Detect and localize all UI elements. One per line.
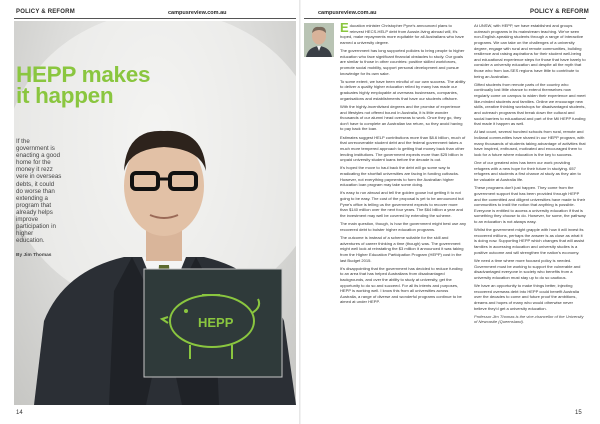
column2-paragraph-8: We have an opportunity to make things better, injecting recovered overseas debt into HEPP could benefit Australia over the decades to come and future proof the ambitions, dreams and hopes of many who would otherwise never believe they'd get a university education. xyxy=(474,283,579,311)
column1-paragraph-10: It's disappointing that the government has decided to reduce funding to an area that has helped Australians from disadvantaged backgrounds, and over the ability to study at university, get the opportunity to do so and succeed. For all its intents and purposes, HEPP is working well. I know this from all universities across Australia, a range of diverse and wonderful programs continue to be aimed at under HEPP. xyxy=(340,265,463,305)
column2-paragraph-6: Whilst the government might grapple with how it will invest its recovered millions, perhaps the answer is as close as what it is doing now. Supporting HEPP which changes that will assist families in accessing education and university studies is a positive outcome and will strengthen the nation's economy. xyxy=(474,227,585,255)
column2-paragraph-5: These programs don't just happen. They come from the government support that has been provided through HEPP and the committed and diligent universities have made to their communities to instil the notion that anything is possible. Everyone is entitled to access a university education if that is something they choose to do. However, for some, the pathway to an education is not always easy. xyxy=(474,185,586,224)
article-headline xyxy=(16,64,150,106)
article-intro: If the government is enacting a good home for the money it rezz vere in overseas debts, it could do worse than extending a program that already helps improve participation in higher education. xyxy=(16,138,62,245)
right-section-label: POLICY & REFORM xyxy=(530,9,589,15)
column2-paragraph-1: At UNSW, with HEPP, we have established and groups outreach programs in its mainstream teaching. We've seen non-English-speaking students through a range of interactive programs. We can take on the challenges of a university degree, engage with rural and remote communities, building resilience and raising aspirations for their student well-being and educational experience steps for those that have barely to consider a university education and despite all the myth that those who from low-SES regions have little to contribute to being an Australian. xyxy=(474,23,586,79)
article-byline: By Jim Thomas xyxy=(16,253,52,258)
right-page-number: 15 xyxy=(575,410,582,416)
left-page-number: 14 xyxy=(16,410,23,416)
column1-paragraph-1: Education minister Christopher Pyne's announced plans to reinvest HECS-HELP debt from Aussie-living abroad will, it's hoped, make repayments more equitable for all Australians who have earned a university degree. xyxy=(340,20,464,45)
right-site-url[interactable]: campusreview.com.au xyxy=(318,10,377,16)
author-bio: Professor Jim Thomas is the vice-chancellor of the University of Newcastle (Queensland). xyxy=(474,313,584,325)
column1-paragraph-8: The main question, though, is how the government might best use any recovered debt to bolster higher education programs. xyxy=(340,221,466,232)
author-portrait xyxy=(304,23,334,57)
column1-paragraph-5: Estimates suggest HELP contributions more than $8.6 billion, much of that unrecoverable student debt and the federal government takes a much more tempered approach to getting that money back than other lending institutions. The government expects more than $25 billion in unpaid university student loans before the decade is out. xyxy=(340,134,466,163)
column2-paragraph-7: We need a time where more focused policy is needed. Government must be working to support the vulnerable and disadvantaged everyone in society who benefits from a university education must stay up to do so cautious. xyxy=(474,257,581,280)
column1-paragraph-2: The government has long supported policies to bring people to higher education who face significant financial obstacles to study. Our goals are similar to those in other countries: positive skilled workforces, promote social mobility, support personal development and pursue knowledge for its own sake. xyxy=(340,48,465,76)
column1-paragraph-9: The outcome is instead of a scheme suitable for the skill and adventures of career thinking a time (though) was. The government might well look at reinstating the $3 million it announced it was taking from the Higher Education Participation Program (HEPP) cost in the last Budget 2015. xyxy=(340,235,464,263)
headline-line-1: HEPP makes xyxy=(16,62,151,87)
left-site-url[interactable]: campusreview.com.au xyxy=(168,10,227,16)
page-gutter xyxy=(299,0,301,424)
column1-paragraph-4: With the highly-incentivised degrees and the promise of experience and lifestyles not offered bound in Australia, it is little wonder thousands of our alumni head overseas to work. Once they go, they don't have to complete an Australian tax return, so they avoid having to pay back the loan. xyxy=(340,103,463,132)
column2-paragraph-2: Gifted students from remote parts of the country who continually lost little chance to extend themselves now regularly come on campus to widen their experience and meet like-minded students and families. Online we encourage new skills, creative thinking workshops for disadvantaged students, and outreach programs that break down the cultural and social barriers to educational and part of the Mil HEPP funding that made it happen as well. xyxy=(474,81,586,127)
column1-paragraph-6: It's hoped the move to haul back the debt will go some way to eradicating the shortfall universities are facing in funding cutbacks. However, not everything payments to form the Australian higher education loan program may take some doing. xyxy=(340,165,459,188)
left-section-label: POLICY & REFORM xyxy=(16,9,75,15)
column1-paragraph-7: It's easy to run abroad and tell the golden goose but getting it to not going to be easy. The cost of the proposal is yet to be announced but Pyne's office is telling us the government expects to recover more than $140 million over the next four years. The $64 billion a year and the investment may well be covered by extending the scheme. xyxy=(340,190,464,218)
right-header-rule xyxy=(304,18,586,19)
headline-line-2: it happen xyxy=(16,83,114,108)
column1-paragraph-3: To some extent, we have been mindful of our own success. The ability to deliver a quality higher education relied by many has made our graduates highly employable at overseas businesses, companies, organisations and establishments that have our students offshore. xyxy=(340,78,466,101)
piggy-bank-label: HEPP xyxy=(198,315,234,330)
column2-paragraph-3: At last count, several hundred schools from rural, remote and Indianal communities have shared in our HEPP program, with many thousands of students taking advantage of activities that have inspired, enthused, motivated and encouraged them to look for a future where education is the key to success. xyxy=(474,129,586,157)
article-column-1 xyxy=(340,20,466,308)
article-column-2 xyxy=(474,23,586,328)
column2-paragraph-4: One of our greatest wins has been our work providing refugees with a new hope for their future in studying. 657 refugees and students a first chance at study as they aim to be valuable at Australia life. xyxy=(474,160,581,183)
left-header-rule xyxy=(14,18,296,19)
